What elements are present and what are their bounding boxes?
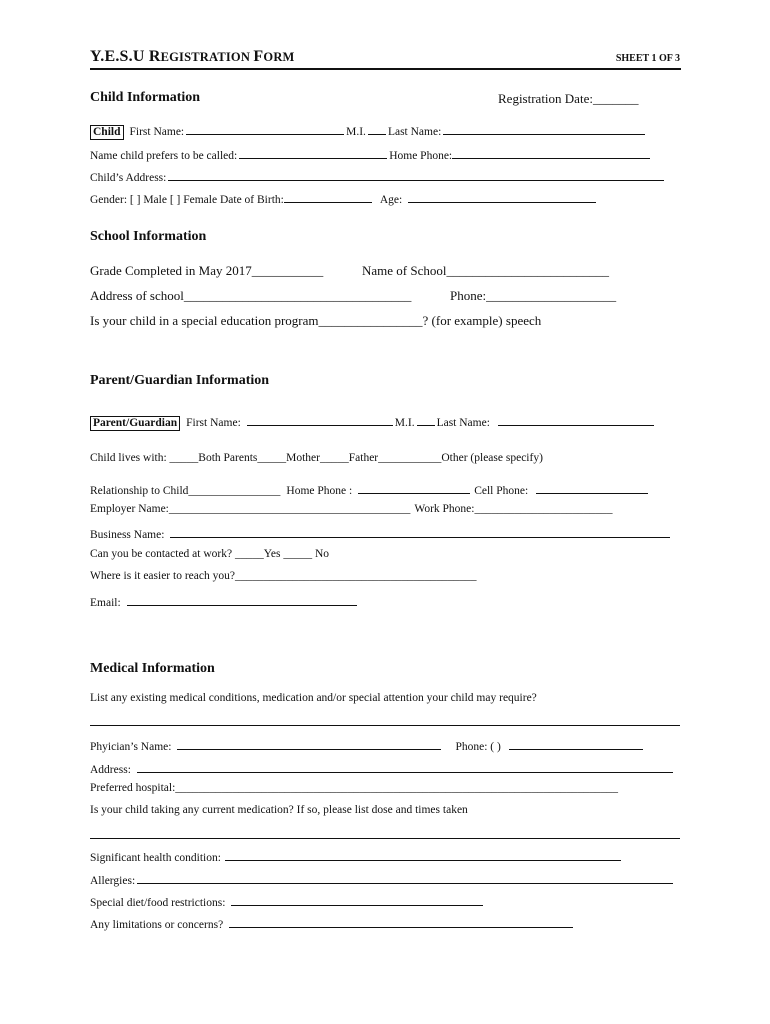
medication-label: Is your child taking any current medication? If so, please list dose and times taken — [90, 804, 468, 816]
diet-row — [90, 893, 485, 909]
gender-dob-label: Gender: [ ] Male [ ] Female Date of Birth: — [90, 194, 284, 206]
mi-label: M.I. — [346, 126, 366, 138]
grade-field[interactable]: Grade Completed in May 2017___________ — [90, 263, 324, 278]
prefers-label: Name child prefers to be called: — [90, 150, 238, 162]
school-address-field[interactable]: Address of school___________________________________ — [90, 288, 412, 303]
health-row — [90, 848, 623, 864]
first-name-label: First Name: — [186, 417, 241, 429]
employer-field[interactable]: Employer Name:__________________________________________ — [90, 503, 411, 515]
title-text: R — [148, 48, 161, 65]
title-text: F — [253, 48, 264, 65]
parent-heading: Parent/Guardian Information — [90, 373, 270, 388]
special-ed-field[interactable]: Is your child in a special education program________________? (for example) speech — [90, 313, 542, 328]
header-rule — [90, 68, 681, 70]
last-name-label: Last Name: — [387, 126, 442, 138]
cell-phone-field[interactable] — [536, 481, 648, 494]
allergies-field[interactable] — [137, 871, 673, 884]
sheet-number: SHEET 1 OF 3 — [615, 53, 680, 64]
email-row — [90, 593, 359, 609]
business-label: Business Name: — [90, 529, 165, 541]
child-prefers-row — [90, 146, 652, 162]
business-field[interactable] — [170, 525, 670, 538]
child-address-row — [90, 168, 666, 184]
email-field[interactable] — [127, 593, 357, 606]
medical-address-label: Address: — [90, 764, 131, 776]
physician-phone-field[interactable] — [509, 737, 643, 750]
child-tag: Child — [90, 125, 124, 140]
medication-field[interactable] — [90, 838, 680, 839]
child-last-name-field[interactable] — [443, 122, 645, 135]
medical-list-label: List any existing medical conditions, medication and/or special attention your child may require? — [90, 692, 537, 704]
allergies-label: Allergies: — [90, 875, 136, 887]
medical-address-field[interactable] — [137, 760, 673, 773]
relationship-row — [90, 481, 650, 497]
age-label: Age: — [379, 194, 403, 206]
parent-last-name-field[interactable] — [498, 413, 654, 426]
physician-label: Phyician’s Name: — [90, 741, 172, 753]
lives-with-field[interactable]: Child lives with: _____Both Parents_____Mother_____Father___________Other (please specify) — [90, 452, 543, 464]
title-text: ORM — [263, 50, 295, 64]
cell-phone-label: Cell Phone: — [474, 485, 529, 497]
work-phone-field[interactable]: Work Phone:________________________ — [414, 503, 613, 515]
diet-label: Special diet/food restrictions: — [90, 897, 226, 909]
child-mi-field[interactable] — [368, 122, 386, 135]
diet-field[interactable] — [231, 893, 483, 906]
home-phone-label: Home Phone : — [286, 485, 353, 497]
title-text: Y.E.S.U — [90, 48, 149, 65]
parent-tag: Parent/Guardian — [90, 416, 180, 431]
school-name-field[interactable]: Name of School_________________________ — [362, 263, 609, 278]
limitations-label: Any limitations or concerns? — [90, 919, 224, 931]
child-first-name-field[interactable] — [186, 122, 344, 135]
medical-heading: Medical Information — [90, 661, 215, 676]
employer-row — [90, 503, 612, 515]
school-heading: School Information — [90, 229, 207, 244]
parent-home-phone-field[interactable] — [358, 481, 470, 494]
physician-row — [90, 737, 645, 753]
health-label: Significant health condition: — [90, 852, 221, 864]
medical-conditions-field[interactable] — [90, 725, 680, 726]
mi-label: M.I. — [394, 417, 415, 429]
home-phone-field[interactable] — [452, 146, 650, 159]
school-phone-field[interactable]: Phone:____________________ — [450, 288, 617, 303]
child-heading: Child Information — [90, 90, 201, 105]
last-name-label: Last Name: — [436, 417, 490, 429]
reach-field[interactable]: Where is it easier to reach you?__________________________________________ — [90, 570, 477, 582]
prefers-field[interactable] — [239, 146, 387, 159]
form-title — [90, 48, 295, 66]
dob-field[interactable] — [284, 190, 372, 203]
limitations-field[interactable] — [229, 915, 573, 928]
parent-mi-field[interactable] — [417, 413, 435, 426]
child-name-row — [90, 122, 647, 140]
child-address-label: Child’s Address: — [90, 172, 167, 184]
title-text: EGISTRATION — [160, 50, 254, 64]
child-address-field[interactable] — [168, 168, 664, 181]
registration-date-field[interactable]: Registration Date:_______ — [498, 91, 639, 106]
first-name-label: First Name: — [129, 126, 185, 138]
health-field[interactable] — [225, 848, 621, 861]
parent-name-row — [90, 413, 656, 431]
email-label: Email: — [90, 597, 121, 609]
contact-work-field[interactable]: Can you be contacted at work? _____Yes _____ No — [90, 548, 330, 560]
physician-phone-label: Phone: ( ) — [455, 741, 501, 753]
gender-row — [90, 190, 598, 206]
limitations-row — [90, 915, 575, 931]
home-phone-label: Home Phone: — [389, 150, 453, 162]
relationship-field[interactable]: Relationship to Child________________ — [90, 485, 281, 497]
medical-address-row — [90, 760, 675, 776]
business-row — [90, 525, 672, 541]
hospital-field[interactable]: Preferred hospital:_____________________________________________________________________________ — [90, 782, 619, 794]
allergies-row — [90, 871, 675, 887]
parent-first-name-field[interactable] — [247, 413, 393, 426]
physician-field[interactable] — [177, 737, 441, 750]
age-field[interactable] — [408, 190, 596, 203]
